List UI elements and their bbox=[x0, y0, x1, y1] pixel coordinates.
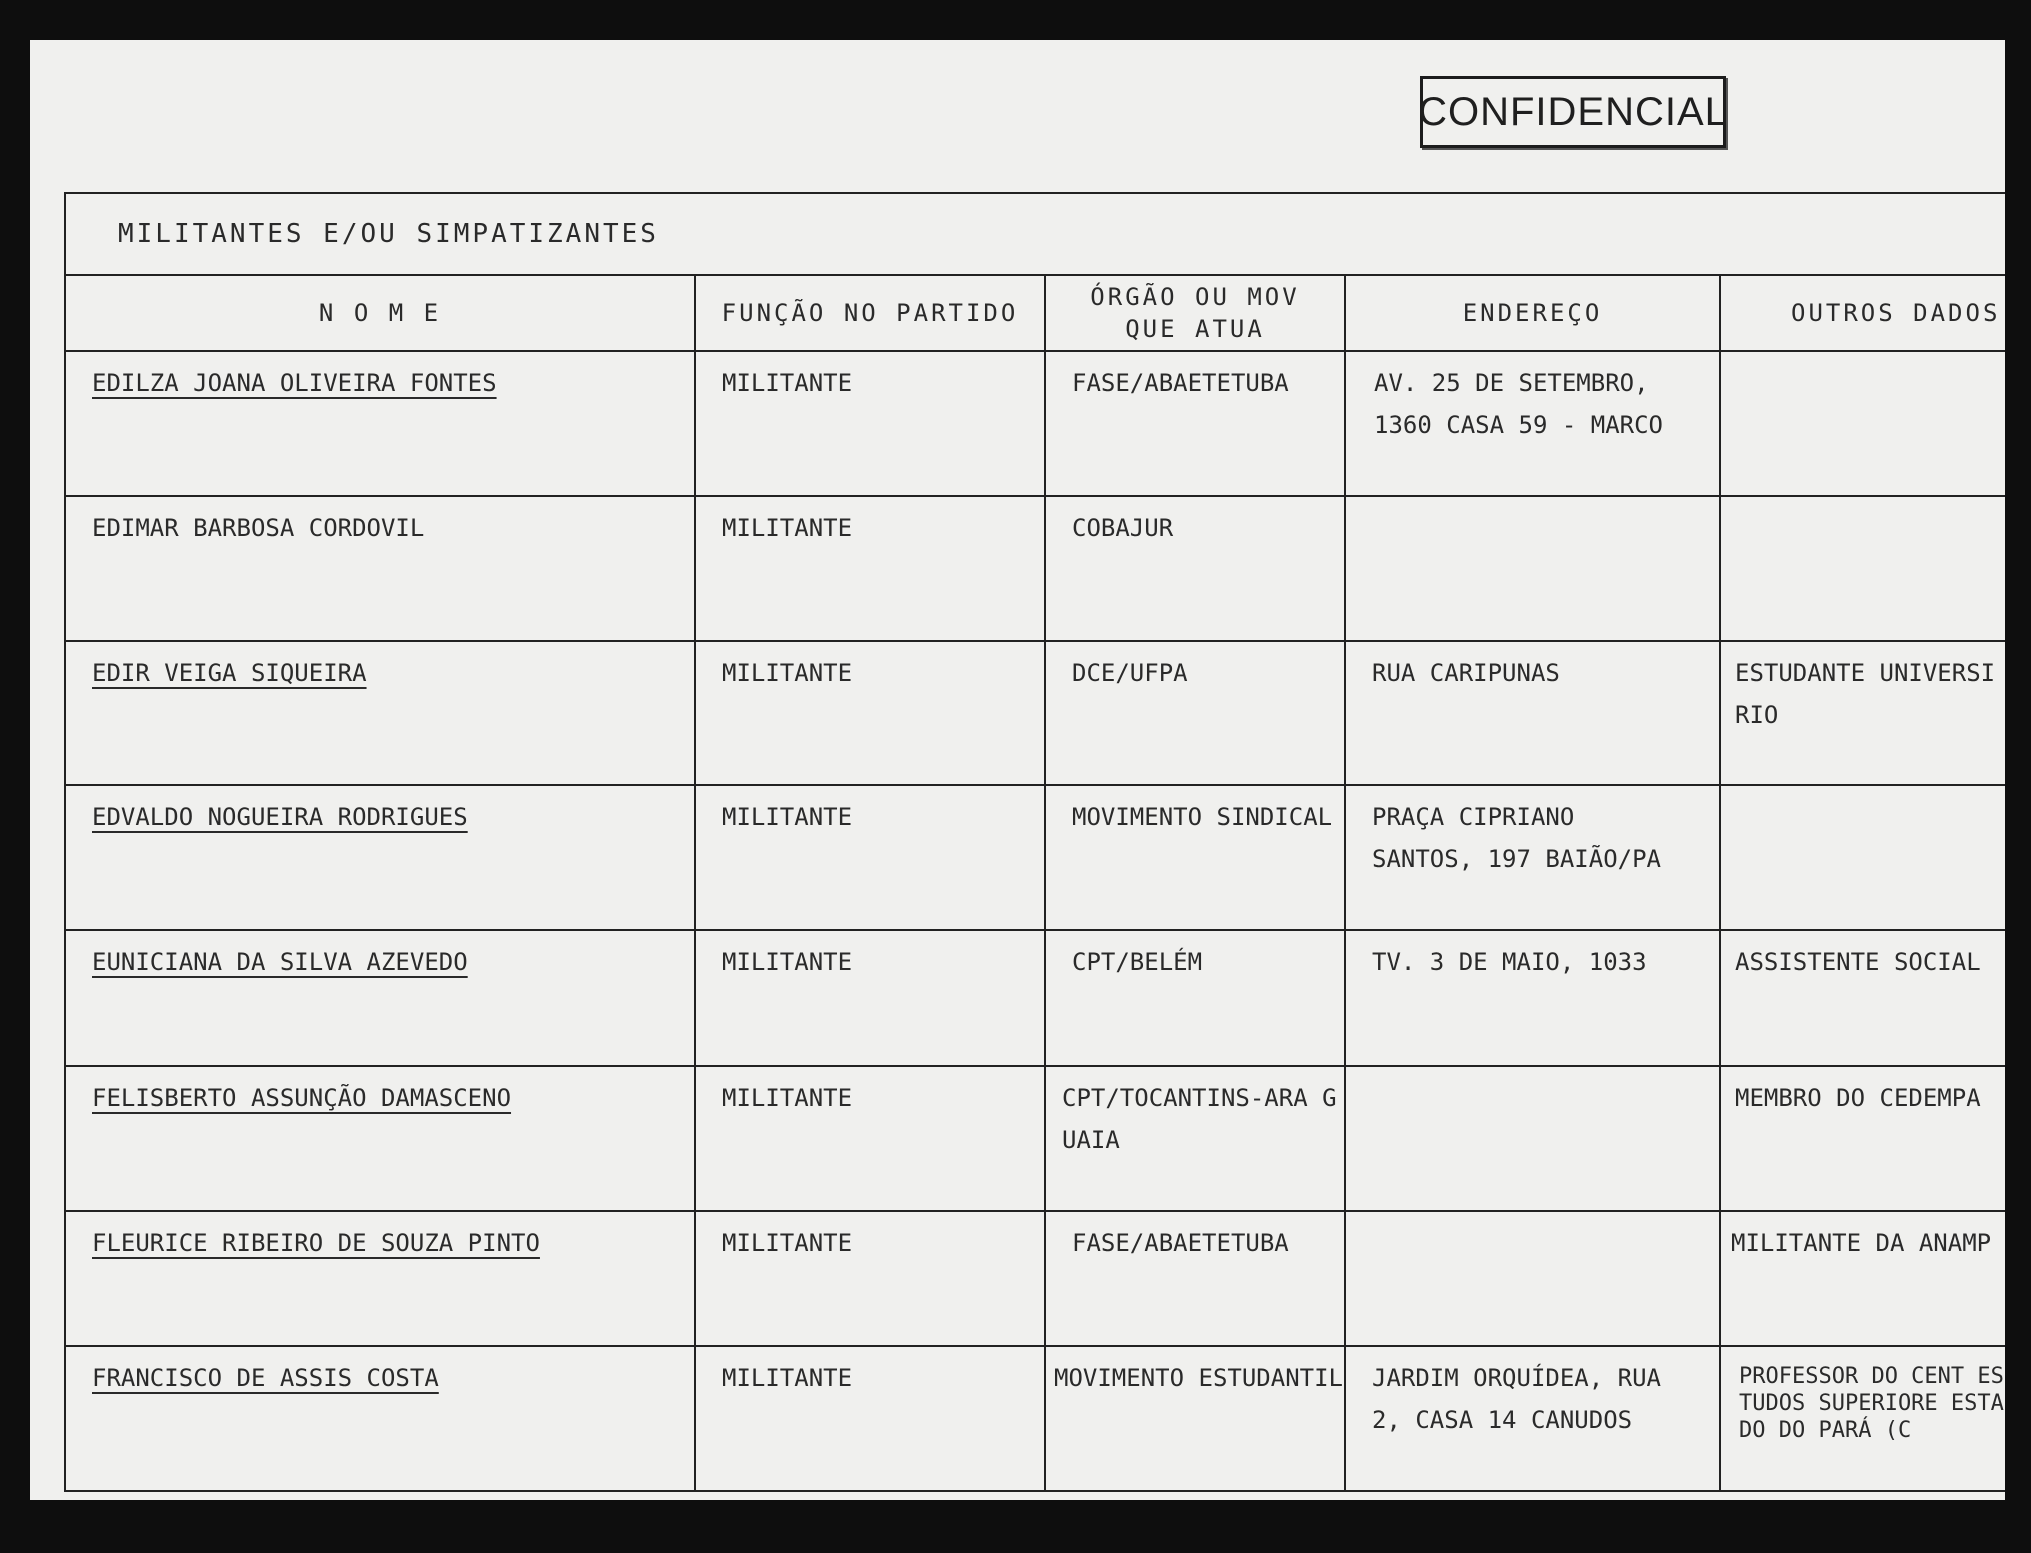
cell-outros: ESTUDANTE UNIVERSI RIO bbox=[1720, 641, 2005, 786]
cell-orgao: CPT/TOCANTINS-ARA GUAIA bbox=[1045, 1066, 1345, 1211]
cell-funcao: MILITANTE bbox=[695, 930, 1045, 1066]
table-row bbox=[65, 1066, 2005, 1211]
cell-funcao: MILITANTE bbox=[695, 351, 1045, 496]
column-header-orgao: ÓRGÃO OU MOV QUE ATUA bbox=[1045, 275, 1345, 351]
cell-funcao: MILITANTE bbox=[695, 1066, 1045, 1211]
cell-orgao: MOVIMENTO SINDICAL bbox=[1045, 785, 1345, 930]
cell-nome: FELISBERTO ASSUNÇÃO DAMASCENO bbox=[65, 1066, 695, 1211]
cell-endereco: RUA CARIPUNAS bbox=[1345, 641, 1720, 786]
table-row bbox=[65, 930, 2005, 1066]
cell-nome: FRANCISCO DE ASSIS COSTA bbox=[65, 1346, 695, 1491]
cell-orgao: FASE/ABAETETUBA bbox=[1045, 351, 1345, 496]
table-header-row bbox=[65, 275, 2005, 351]
cell-endereco bbox=[1345, 1066, 1720, 1211]
cell-endereco: JARDIM ORQUÍDEA, RUA 2, CASA 14 CANUDOS bbox=[1345, 1346, 1720, 1491]
column-header-funcao: FUNÇÃO NO PARTIDO bbox=[695, 275, 1045, 351]
cell-orgao: CPT/BELÉM bbox=[1045, 930, 1345, 1066]
cell-outros: ASSISTENTE SOCIAL bbox=[1720, 930, 2005, 1066]
cell-outros bbox=[1720, 785, 2005, 930]
table-row bbox=[65, 785, 2005, 930]
cell-endereco: AV. 25 DE SETEMBRO, 1360 CASA 59 - MARCO bbox=[1345, 351, 1720, 496]
cell-outros bbox=[1720, 496, 2005, 641]
cell-outros: PROFESSOR DO CENT ESTUDOS SUPERIORE ESTADO DO PARÁ (C bbox=[1720, 1346, 2005, 1491]
cell-funcao: MILITANTE bbox=[695, 1346, 1045, 1491]
cell-nome: EUNICIANA DA SILVA AZEVEDO bbox=[65, 930, 695, 1066]
cell-orgao: FASE/ABAETETUBA bbox=[1045, 1211, 1345, 1347]
table-row bbox=[65, 1346, 2005, 1491]
column-header-endereco: ENDEREÇO bbox=[1345, 275, 1720, 351]
table-row bbox=[65, 641, 2005, 786]
table-row bbox=[65, 496, 2005, 641]
cell-nome: FLEURICE RIBEIRO DE SOUZA PINTO bbox=[65, 1211, 695, 1347]
cell-endereco bbox=[1345, 496, 1720, 641]
militants-table bbox=[64, 192, 2005, 1492]
cell-endereco: TV. 3 DE MAIO, 1033 bbox=[1345, 930, 1720, 1066]
document-page bbox=[30, 40, 2005, 1500]
cell-endereco bbox=[1345, 1211, 1720, 1347]
cell-nome: EDIR VEIGA SIQUEIRA bbox=[65, 641, 695, 786]
table-title-row bbox=[65, 193, 2005, 275]
cell-funcao: MILITANTE bbox=[695, 496, 1045, 641]
cell-funcao: MILITANTE bbox=[695, 785, 1045, 930]
cell-orgao: COBAJUR bbox=[1045, 496, 1345, 641]
cell-orgao: DCE/UFPA bbox=[1045, 641, 1345, 786]
cell-orgao: MOVIMENTO ESTUDANTIL bbox=[1045, 1346, 1345, 1491]
cell-nome: EDILZA JOANA OLIVEIRA FONTES bbox=[65, 351, 695, 496]
cell-outros: MILITANTE DA ANAMP bbox=[1720, 1211, 2005, 1347]
cell-outros: MEMBRO DO CEDEMPA bbox=[1720, 1066, 2005, 1211]
column-header-nome: N O M E bbox=[65, 275, 695, 351]
cell-nome: EDIMAR BARBOSA CORDOVIL bbox=[65, 496, 695, 641]
cell-funcao: MILITANTE bbox=[695, 641, 1045, 786]
section-title: MILITANTES E/OU SIMPATIZANTES bbox=[65, 193, 2005, 275]
cell-outros bbox=[1720, 351, 2005, 496]
cell-funcao: MILITANTE bbox=[695, 1211, 1045, 1347]
cell-nome: EDVALDO NOGUEIRA RODRIGUES bbox=[65, 785, 695, 930]
cell-endereco: PRAÇA CIPRIANO SANTOS, 197 BAIÃO/PA bbox=[1345, 785, 1720, 930]
table-row bbox=[65, 351, 2005, 496]
table-row bbox=[65, 1211, 2005, 1347]
confidential-stamp: CONFIDENCIAL bbox=[1420, 76, 1726, 148]
column-header-outros: OUTROS DADOS bbox=[1720, 275, 2005, 351]
